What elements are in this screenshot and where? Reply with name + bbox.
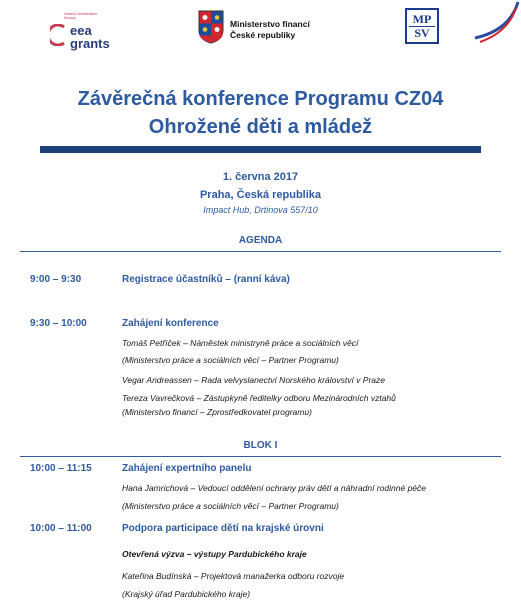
- agenda-heading: [0, 235, 521, 246]
- czech-coat-of-arms-icon: [198, 10, 224, 44]
- ministry-name-line-1: Ministerstvo financí: [230, 19, 310, 29]
- session-title: Zahájení expertního panelu: [122, 463, 252, 474]
- session-time: 9:30 – 10:00: [30, 318, 87, 329]
- session-time: 10:00 – 11:15: [30, 463, 92, 474]
- speaker-org-line: (Krajský úřad Pardubického kraje): [122, 589, 251, 599]
- mpsv-top-letters: MP: [412, 12, 432, 26]
- speaker-line: Tereza Vavrečková – Zástupkyně ředitelky odboru Mezinárodních vztahů: [122, 393, 396, 403]
- title-divider: [40, 146, 481, 153]
- logo-strip: [0, 0, 521, 60]
- speaker-org-line: (Ministerstvo práce a sociálních věcí – Partner Programu): [122, 355, 339, 365]
- session-subtitle: Otevřená výzva – výstupy Pardubického kraje: [122, 549, 307, 559]
- swoosh-decoration-icon: [470, 0, 521, 50]
- mpsv-logo: [405, 8, 439, 44]
- eea-grants-logo: [50, 12, 120, 52]
- eea-mark-icon: [50, 24, 66, 46]
- agenda-label: AGENDA: [238, 235, 283, 246]
- conference-title: Závěrečná konference Programu CZ04: [77, 88, 444, 110]
- speaker-line: Kateřina Budínská – Projektová manažerka odboru rozvoje: [122, 571, 345, 581]
- session-title: Podpora participace dětí na krajské úrovni: [122, 523, 324, 534]
- eea-word: eea: [70, 23, 92, 38]
- session-time: 10:00 – 11:00: [30, 523, 92, 534]
- blok-underline: [20, 456, 501, 457]
- event-venue: Impact Hub, Drtinova 557/10: [203, 205, 318, 215]
- session-time: 9:00 – 9:30: [30, 274, 82, 285]
- conference-subtitle: Ohrožené děti a mládež: [148, 116, 373, 138]
- speaker-line: Vegar Andreassen – Rada velvyslanectví Norského království v Praze: [122, 375, 385, 385]
- blok-heading: [0, 440, 521, 451]
- blok-label: BLOK I: [243, 440, 278, 451]
- speaker-line: Tomáš Petříček – Náměstek ministryně práce a sociálních věcí: [122, 338, 359, 348]
- ministry-name-line-2: České republiky: [230, 30, 296, 40]
- speaker-line: Hana Jamrichová – Vedoucí oddělení ochrany práv dětí a náhradní rodinné péče: [122, 483, 426, 493]
- ministry-of-finance-logo: [198, 10, 318, 46]
- eea-tiny-text: Iceland Liechtenstein Norway: [64, 12, 97, 20]
- session-title: Registrace účastníků – (ranní káva): [122, 274, 290, 285]
- mpsv-bottom-letters: SV: [414, 26, 430, 40]
- grants-word: grants: [70, 36, 110, 51]
- agenda-underline: [20, 251, 501, 252]
- event-city: Praha, Česká republika: [199, 189, 322, 201]
- event-date: 1. června 2017: [222, 171, 299, 183]
- speaker-org-line: (Ministerstvo financí – Zprostředkovatel programu): [122, 407, 312, 417]
- speaker-org-line: (Ministerstvo práce a sociálních věcí – Partner Programu): [122, 501, 339, 511]
- session-title: Zahájení konference: [122, 318, 219, 329]
